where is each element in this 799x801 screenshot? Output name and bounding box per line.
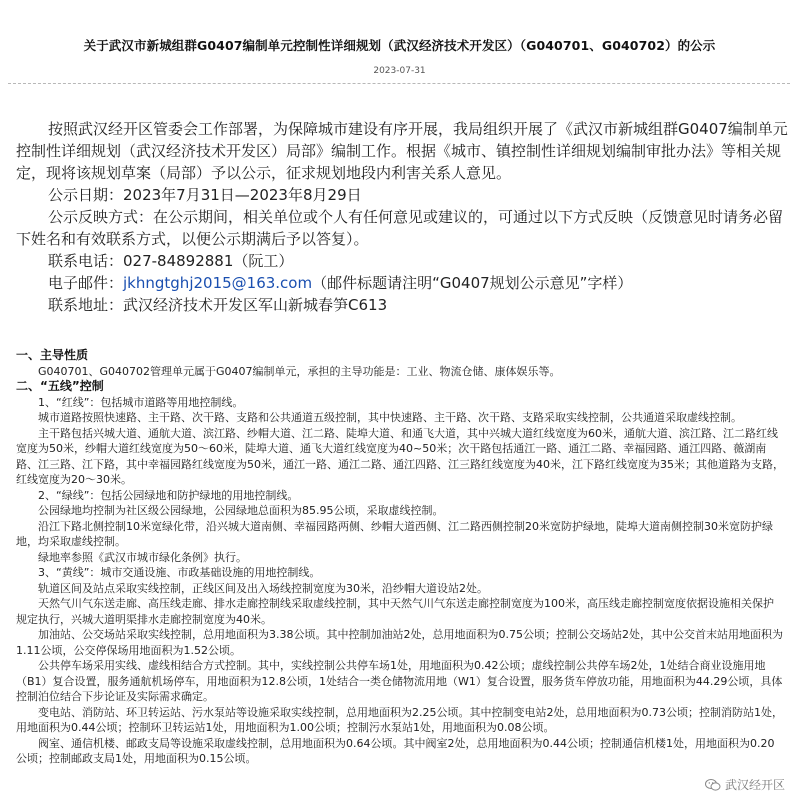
plan-content	[16, 348, 784, 767]
watermark	[701, 774, 789, 795]
paragraph: 公共停车场采用实线、虚线相结合方式控制。其中，实线控制公共停车场1处，用地面积为0.42公顷；虚线控制公共停车场2处，1处结合商业设施用地（B1）复合设置，服务通航机场停车，用地面积为12.8公顷，1处结合一类仓储物流用地（W1）复合设置，服务货车停放功能，用地面积为44.29公顷，具体控制泊位结合下步论证及实际需求确定。	[16, 659, 783, 703]
wechat-icon	[705, 778, 721, 792]
paragraph: 公园绿地均控制为社区级公园绿地，公园绿地总面积为85.95公顷，采取虚线控制。	[38, 504, 444, 517]
paragraph: 3、“黄线”：城市交通设施、市政基础设施的用地控制线。	[38, 566, 321, 579]
paragraph: 轨道区间及站点采取实线控制，正线区间及出入场线控制宽度为30米，沿纱帽大道设站2处。	[38, 581, 488, 595]
divider	[8, 83, 790, 84]
email-link[interactable]: jkhngtghj2015@163.com	[123, 274, 313, 292]
section-heading: 二、“五线”控制	[16, 379, 104, 393]
paragraph: 绿地率参照《武汉市城市绿化条例》执行。	[38, 550, 247, 564]
paragraph: 1、“红线”：包括城市道路等用地控制线。	[38, 395, 244, 409]
paragraph: 加油站、公交场站采取实线控制，总用地面积为3.38公顷。其中控制加油站2处，总用地面积为0.75公顷；控制公交场站2处，其中公交首末站用地面积为1.11公顷，公交停保场用地面积为1.52公顷。	[16, 628, 783, 657]
paragraph: 2、“绿线”：包括公园绿地和防护绿地的用地控制线。	[38, 488, 299, 502]
watermark-text: 武汉经开区	[724, 778, 785, 792]
intro-section	[16, 118, 788, 316]
section-heading: 一、主导性质	[16, 348, 89, 362]
notice-period: 公示日期：2023年7月31日—2023年8月29日	[48, 186, 362, 204]
contact-address: 联系地址：武汉经济技术开发区军山新城春笋C613	[48, 296, 388, 314]
email-label: 电子邮件：	[48, 274, 124, 292]
page-title: 关于武汉市新城组群G0407编制单元控制性详细规划（武汉经济技术开发区）（G040701、G040702）的公示	[83, 38, 716, 53]
contact-phone: 联系电话：027-84892881（阮工）	[48, 252, 294, 270]
paragraph: 主干路包括兴城大道、通航大道、滨江路、纱帽大道、江二路、陡埠大道、和通飞大道，其中兴城大道红线宽度为60米，通航大道、滨江路、江二路红线宽度为50米，纱帽大道红线宽度为50～60米，陡埠大道、通飞大道红线宽度为40~50米；次干路包括通江一路、通江二路、幸福园路、通江四路、薇湖南路、江三路、江下路，其中幸福园路红线宽度为50米，通江一路、通江二路、通江四路、江三路红线宽度为40米，江下路红线宽度为35米；其他道路为支路，红线宽度为20～30米。	[16, 426, 784, 486]
paragraph: 城市道路按照快速路、主干路、次干路、支路和公共通道五级控制，其中快速路、主干路、次干路、支路采取实线控制，公共通道采取虚线控制。	[38, 411, 742, 424]
publish-date: 2023-07-31	[373, 66, 426, 76]
paragraph: G040701、G040702管理单元属于G0407编制单元，承担的主导功能是：工业、物流仓储、康体娱乐等。	[38, 364, 561, 378]
intro-paragraph: 按照武汉经开区管委会工作部署，为保障城市建设有序开展，我局组织开展了《武汉市新城组群G0407编制单元控制性详细规划（武汉经济技术开发区）局部》编制工作。根据《城市、镇控制性详细规划编制审批办法》等相关规定，现将该规划草案（局部）予以公示，征求规划地段内利害关系人意见。	[16, 120, 788, 182]
paragraph: 阀室、通信机楼、邮政支局等设施采取虚线控制，总用地面积为0.64公顷。其中阀室2处，总用地面积为0.44公顷；控制通信机楼1处，用地面积为0.20公顷；控制邮政支局1处，用地面积为0.15公顷。	[16, 736, 775, 765]
email-note: （邮件标题请注明“G0407规划公示意见”字样）	[312, 274, 633, 292]
paragraph: 变电站、消防站、环卫转运站、污水泵站等设施采取实线控制，总用地面积为2.25公顷。其中控制变电站2处，总用地面积为0.73公顷；控制消防站1处，用地面积为0.44公顷；控制环卫转运站1处，用地面积为1.00公顷；控制污水泵站1处，用地面积为0.08公顷。	[16, 705, 783, 734]
feedback-method: 公示反映方式：在公示期间，相关单位或个人有任何意见或建议的，可通过以下方式反映（反馈意见时请务必留下姓名和有效联系方式，以便公示期满后予以答复）。	[16, 208, 784, 248]
paragraph: 天然气川气东送走廊、高压线走廊、排水走廊控制线采取虚线控制，其中天然气川气东送走廊控制宽度为100米，高压线走廊控制宽度依据设施相关保护规定执行，兴城大道明渠排水走廊控制宽度为40米。	[16, 597, 774, 626]
paragraph: 沿江下路北侧控制10米宽绿化带，沿兴城大道南侧、幸福园路两侧、纱帽大道西侧、江二路西侧控制20米宽防护绿地，陡埠大道南侧控制30米宽防护绿地，均采取虚线控制。	[16, 519, 773, 548]
contact-email-line	[16, 272, 788, 294]
